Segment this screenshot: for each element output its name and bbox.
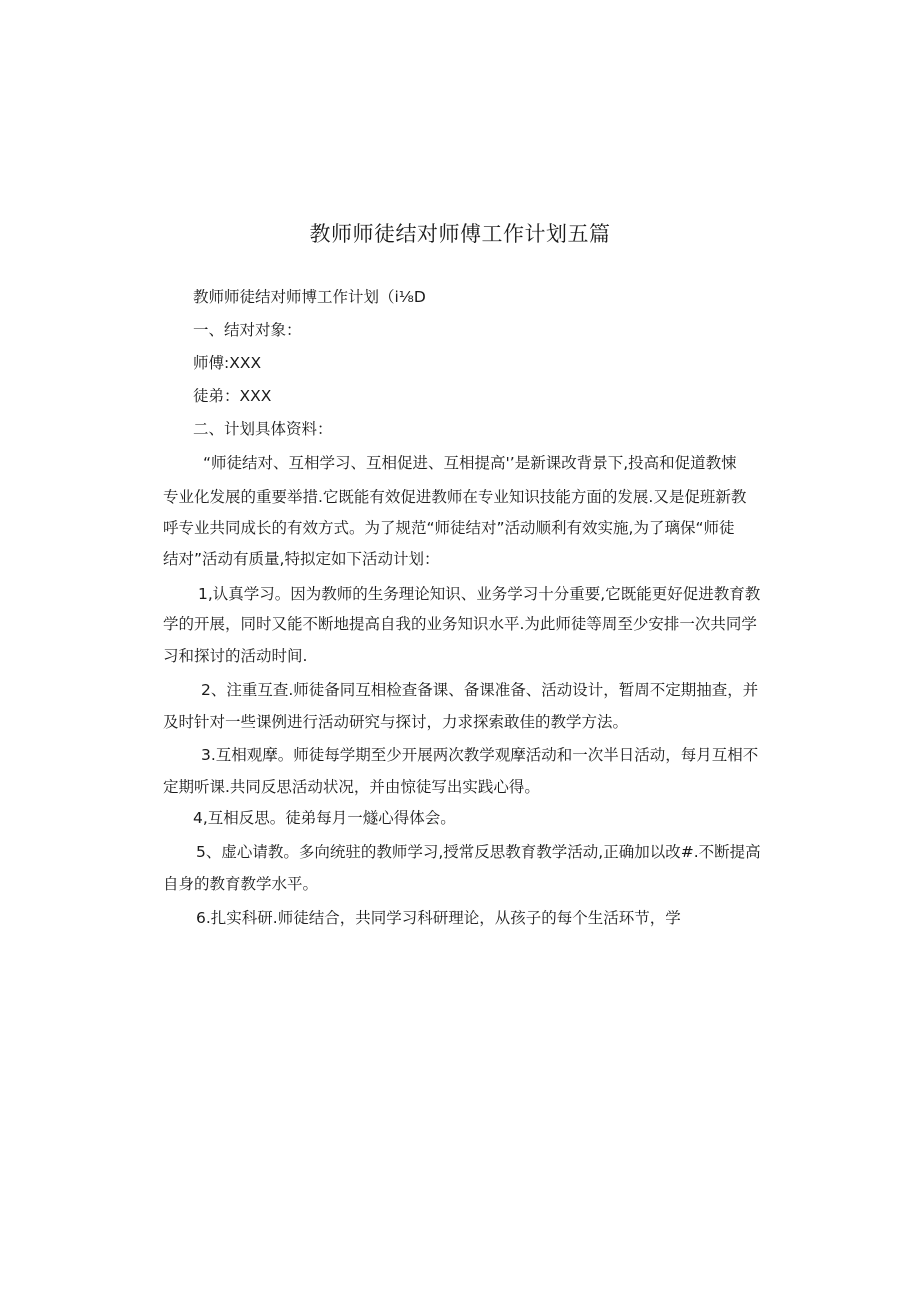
- paragraph-line: 专业化发展的重要举措.它既能有效促进教师在专业知识技能方面的发展.又是促班新教: [163, 488, 747, 506]
- paragraph-line: 6.扎实科研.师徒结合，共同学习科研理论，从孩子的每个生活环节，学: [196, 909, 681, 927]
- paragraph-line: 自身的教育教学水平。: [163, 875, 319, 893]
- paragraph-line: 结对”活动有质量,特拟定如下活动计划：: [163, 550, 440, 568]
- paragraph-line: 及时针对一些课例进行活动研究与探讨，力求探索敢佳的教学方法。: [163, 713, 629, 731]
- text-line: 徒弟：XXX: [193, 387, 272, 405]
- text-line: 师傅:XXX: [193, 354, 262, 372]
- paragraph-line: 呼专业共同成长的有效方式。为了规范“师徒结对”活动顺利有效实施,为了璃保“师徒: [163, 519, 735, 537]
- paragraph-line: 4,互相反思。徒弟每月一燧心得体会。: [193, 809, 456, 827]
- paragraph-line: “师徒结对、互相学习、互相促进、互相提高'’是新课改背景下,投高和促道教悚: [203, 454, 737, 472]
- paragraph-line: 定期听课.共同反思活动状况，并由惊徒写出实践心得。: [163, 778, 540, 796]
- document-title: 教师师徒结对师傅工作计划五篇: [309, 222, 611, 246]
- paragraph-line: 3.互相观摩。师徒每学期至少开展两次教学观摩活动和一次半日活动，每月互相不: [201, 746, 759, 764]
- paragraph-line: 习和探讨的活动时间.: [163, 647, 308, 665]
- paragraph-line: 学的开展，同时又能不断地提高自我的业务知识水平.为此师徒等周至少安排一次共同学: [163, 615, 757, 633]
- section-heading: 二、计划具体资料：: [193, 420, 333, 438]
- paragraph-line: 5、虚心请教。多向统驻的教师学习,授常反思教育教学活动,正确加以改#.不断提高: [196, 843, 761, 861]
- paragraph-line: 2、注重互查.师徒备同互相检查备课、备课准备、活动设计，暂周不定期抽查，并: [201, 681, 759, 699]
- subtitle-line: 教师师徒结对师博工作计划（i⅛D: [193, 288, 426, 306]
- paragraph-line: 1,认真学习。因为教师的生务理论知识、业务学习十分重要,它既能更好促进教育教: [198, 585, 761, 603]
- section-heading: 一、结对对象：: [193, 321, 302, 339]
